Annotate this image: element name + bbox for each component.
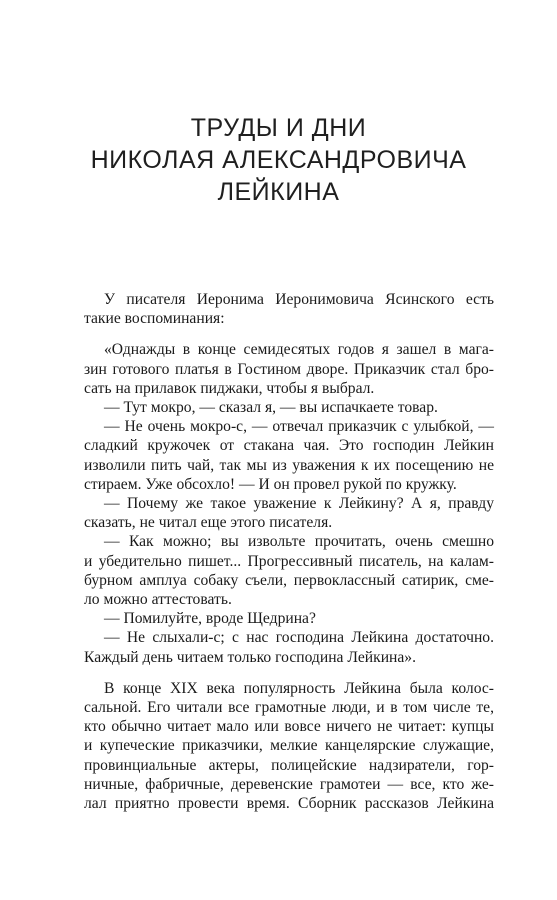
text-line: — Тут мокро, — сказал я, — вы испачкаете товар. [104, 399, 438, 417]
text-line: — Как можно; вы извольте прочитать, очень смешно [104, 533, 494, 551]
text-line: — Не очень мокро-с, — отвечал приказчик с улыбкой, — [104, 418, 494, 436]
text-line: «Однажды в конце семидесятых годов я зашел в мага- [104, 341, 494, 359]
text-line: стираем. Уже обсохло! — И он провел рукой по кружку. [84, 475, 457, 493]
text-line: У писателя Иеронима Иеронимовича Ясинского есть [104, 291, 494, 308]
text-line: сать на прилавок пиджаки, чтобы я выбрал. [84, 379, 375, 397]
body-text [64, 290, 494, 813]
chapter-title-line-3: ЛЕЙКИНА [217, 178, 340, 206]
paragraph-popularity [64, 679, 494, 813]
text-line: сальной. Его читали все грамотные люди, и в том числе те, [84, 699, 494, 717]
text-line: — Почему же такое уважение к Лейкину? А я, правду [104, 495, 494, 513]
text-line: провинциальные актеры, полицейские надзиратели, гор- [84, 756, 494, 774]
text-line: — Помилуйте, вроде Щедрина? [104, 610, 316, 628]
text-line: Каждый день читаем только господина Лейкина». [84, 648, 416, 666]
text-line: и купеческие приказчики, мелкие канцелярские служащие, [84, 737, 494, 755]
text-line: В конце XIX века популярность Лейкина была колос- [104, 679, 494, 697]
paragraph-intro [64, 290, 494, 328]
text-line: бурном амплуа собаку съели, первоклассный сатирик, сме- [84, 571, 494, 589]
text-line: изволили пить чай, так мы из уважения к их посещению не [84, 456, 494, 474]
text-line: — Не слыхали-с; с нас господина Лейкина достаточно. [104, 629, 494, 647]
text-line: ничные, фабричные, деревенские грамотеи — все, кто же- [84, 775, 494, 793]
text-line: и убедительно пишет... Прогрессивный писатель, на калам- [84, 552, 494, 570]
chapter-title [60, 112, 497, 208]
paragraph-quote [64, 340, 494, 666]
text-line: сладкий кружочек от стакана чая. Это господин Лейкин [84, 437, 494, 455]
text-line: сказать, не читал еще этого писателя. [84, 514, 333, 532]
text-line: лал приятно провести время. Сборник рассказов Лейкина [84, 795, 494, 813]
chapter-title-line-2: НИКОЛАЯ АЛЕКСАНДРОВИЧА [90, 146, 467, 174]
text-line: кто обычно читает мало или вовсе ничего не читает: купцы [84, 718, 494, 736]
text-line: ло можно аттестовать. [84, 591, 232, 609]
text-line: такие воспоминания: [84, 310, 225, 328]
text-line: зин готового платья в Гостином дворе. Приказчик стал бро- [84, 360, 494, 378]
chapter-title-line-1: ТРУДЫ И ДНИ [190, 114, 367, 142]
